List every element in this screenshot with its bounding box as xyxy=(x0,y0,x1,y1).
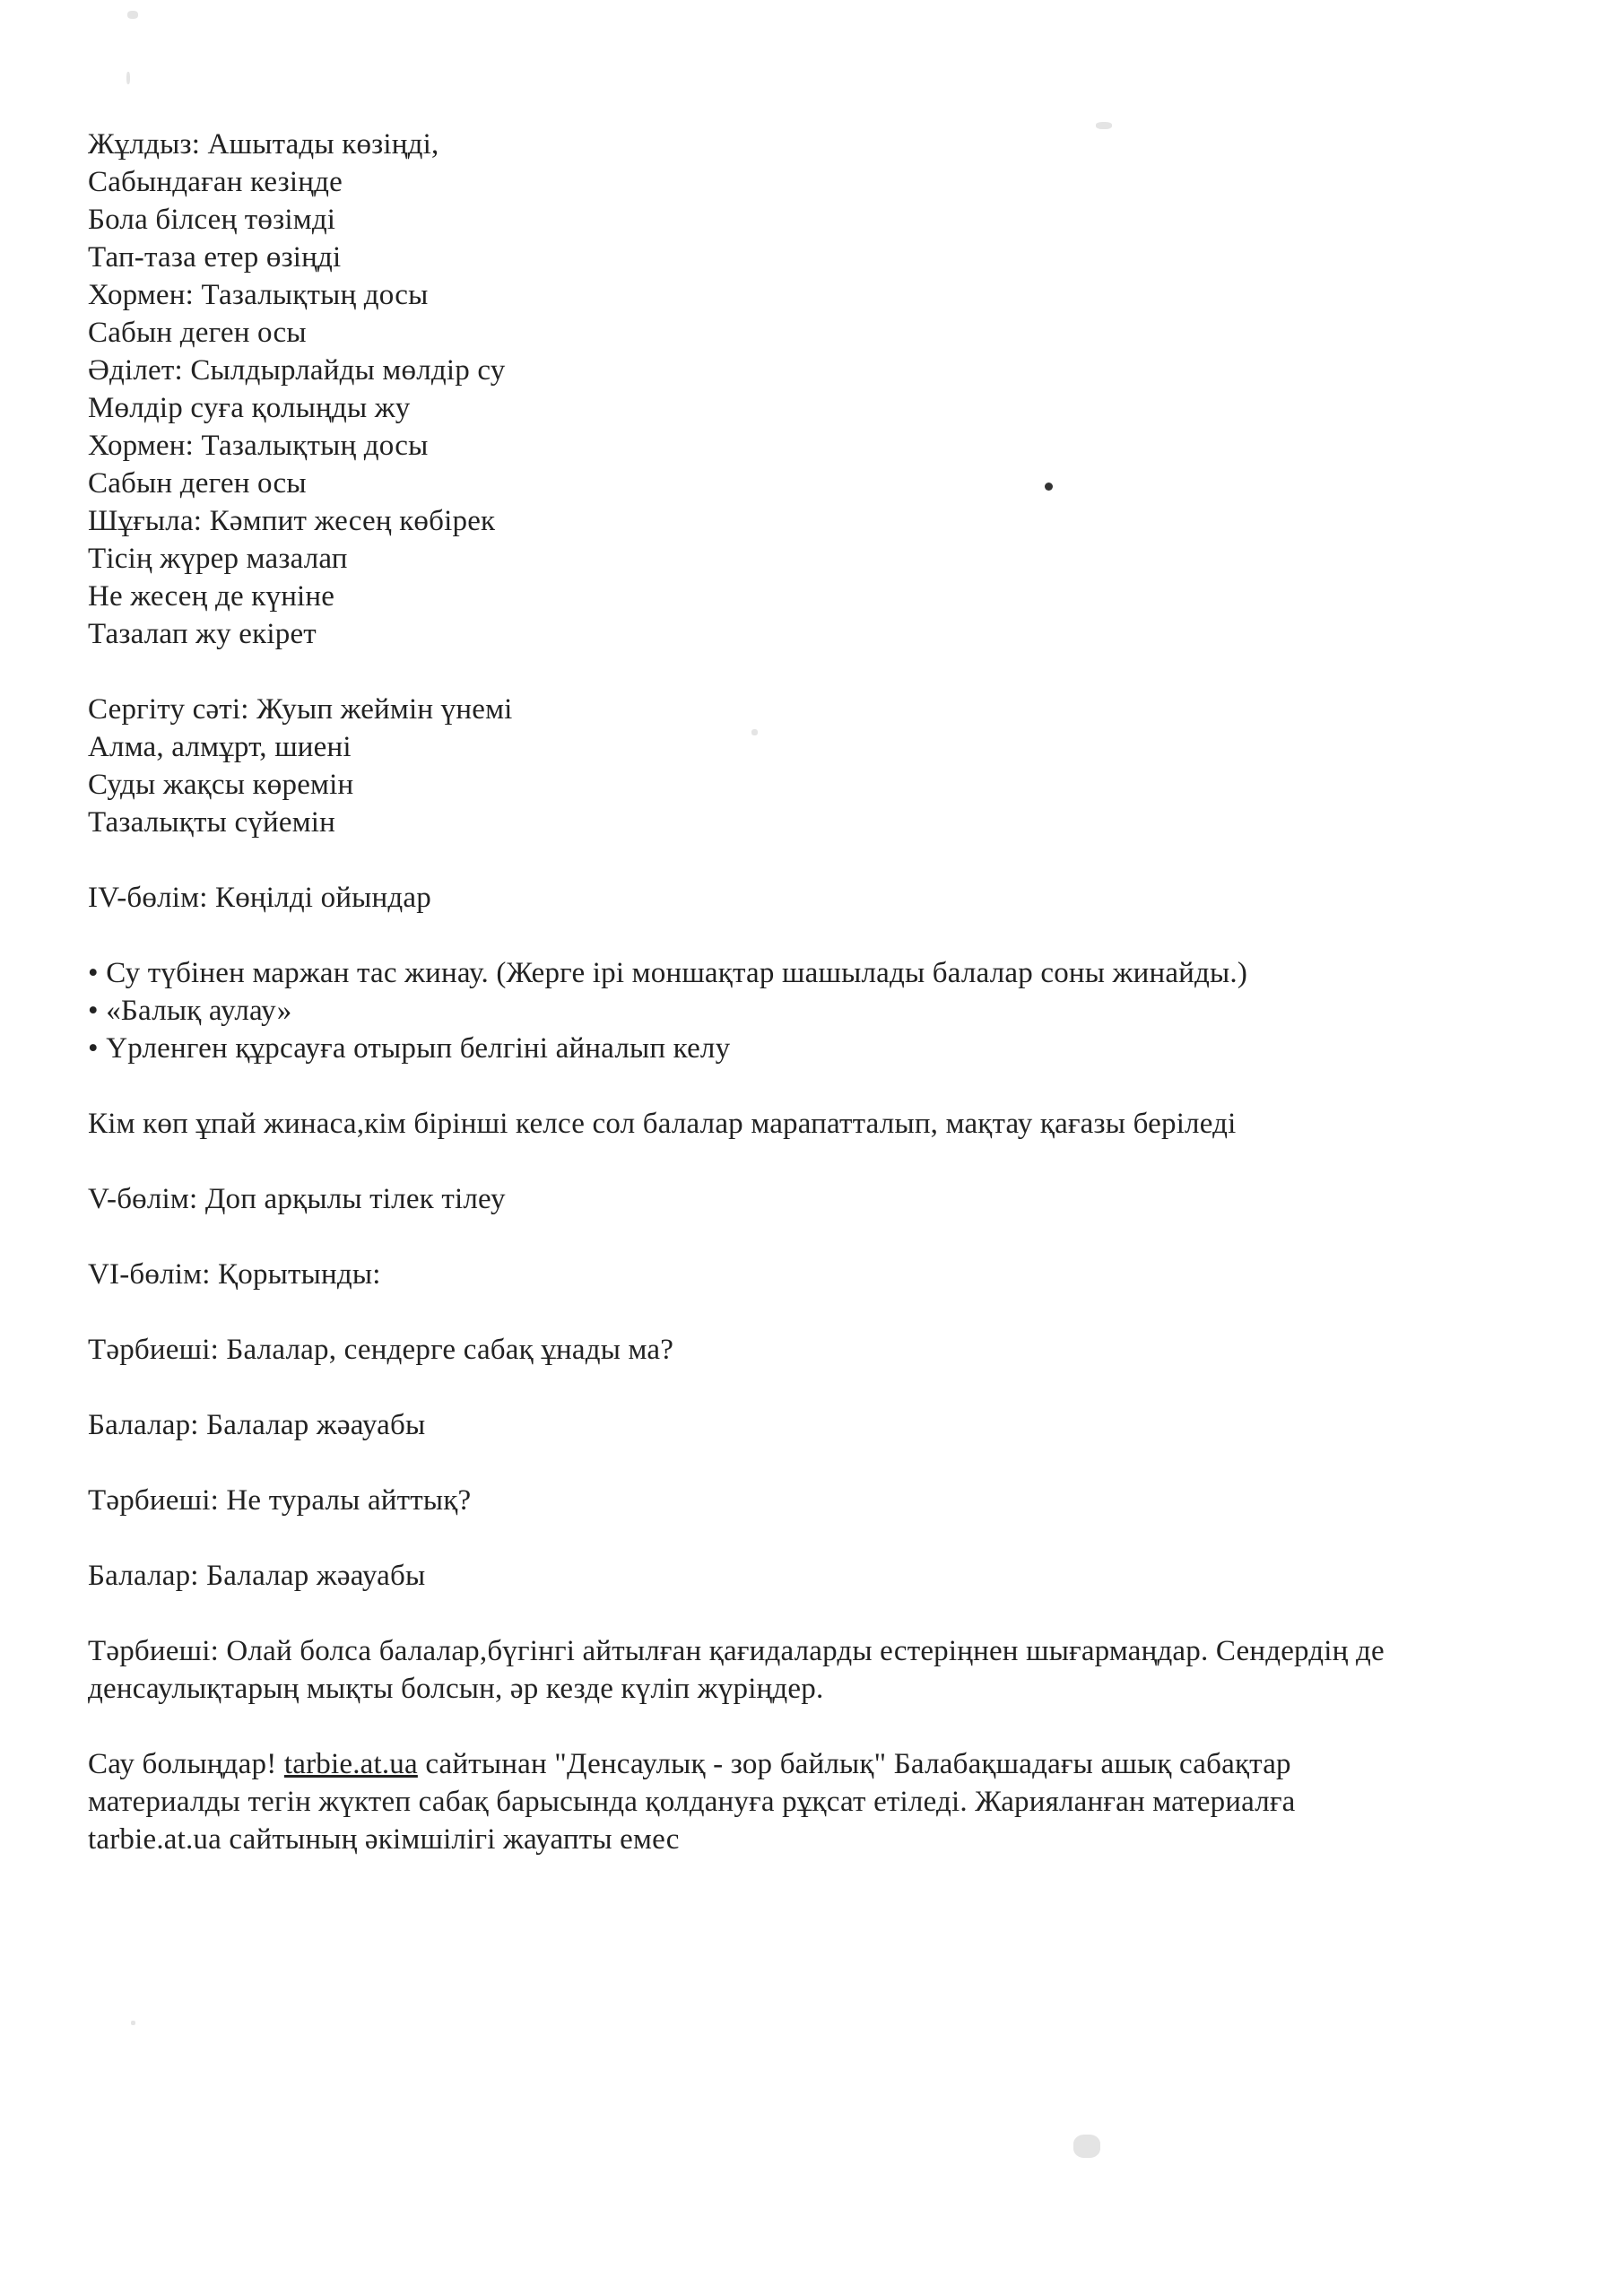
footer-line xyxy=(88,1745,1541,1783)
scan-speck xyxy=(1073,2135,1100,2158)
blank-line xyxy=(88,1143,1541,1180)
blank-line xyxy=(88,1444,1541,1482)
blank-line xyxy=(88,1369,1541,1406)
poem-line: Алма, алмұрт, шиені xyxy=(88,731,352,763)
bullet-item: • Үрленген құрсауға отырып белгіні айналып келу xyxy=(88,1032,731,1065)
poem-line: Не жесең де күніне xyxy=(88,580,335,613)
poem-line: Тісің жүрер мазалап xyxy=(88,543,348,575)
scan-speck xyxy=(131,2021,135,2025)
blank-line xyxy=(88,841,1541,879)
dialogue-line: Тәрбиеші: Олай болса балалар,бүгінгі айтылған қағидаларды естеріңнен шығармаңдар. Сендердің де xyxy=(88,1635,1385,1667)
dialogue-line: Балалар: Балалар жәауабы xyxy=(88,1409,426,1441)
poem-line: Сабын деген осы xyxy=(88,467,307,500)
dialogue-line: Балалар: Балалар жәауабы xyxy=(88,1560,426,1592)
poem-line: Тазалықты сүйемін xyxy=(88,806,336,839)
scan-speck xyxy=(126,72,130,84)
paragraph-line: Кім көп ұпай жинаса,кім бірінші келсе сол балалар марапатталып, мақтау қағазы беріледі xyxy=(88,1108,1237,1140)
poem-line: Шұғыла: Кәмпит жесең көбірек xyxy=(88,505,496,537)
poem-line: Әділет: Сылдырлайды мөлдір су xyxy=(88,354,506,387)
dialogue-line: Тәрбиеші: Не туралы айттық? xyxy=(88,1484,472,1517)
footer-text: сайтынан "Денсаулық - зор байлық" Балабақшадағы ашық сабақтар xyxy=(425,1748,1291,1780)
footer-line: tarbie.at.ua сайтының әкімшілігі жауапты емес xyxy=(88,1823,680,1856)
document-body xyxy=(88,126,1541,1858)
poem-line: Сабындаған кезіңде xyxy=(88,166,343,198)
blank-line xyxy=(88,1519,1541,1557)
dialogue-line: денсаулықтарың мықты болсын, әр кезде күліп жүріңдер. xyxy=(88,1673,824,1705)
poem-line: Жұлдыз: Ашытады көзіңді, xyxy=(88,128,439,161)
blank-line xyxy=(88,1067,1541,1105)
blank-line xyxy=(88,1293,1541,1331)
blank-line xyxy=(88,653,1541,691)
section-heading: IV-бөлім: Көңілді ойындар xyxy=(88,882,431,914)
poem-line: Мөлдір суға қолыңды жу xyxy=(88,392,411,424)
poem-line: Хормен: Тазалықтың досы xyxy=(88,279,429,311)
footer-line: материалды тегін жүктеп сабақ барысында қолдануға рұқсат етіледі. Жарияланған материалға xyxy=(88,1786,1296,1818)
poem-line: Сабын деген осы xyxy=(88,317,307,349)
poem-line: Бола білсең төзімді xyxy=(88,204,336,236)
blank-line xyxy=(88,1708,1541,1745)
poem-line: Сергіту сәті: Жуып жеймін үнемі xyxy=(88,693,513,726)
poem-line: Тазалап жу екірет xyxy=(88,618,317,650)
poem-line: Тап-таза етер өзіңді xyxy=(88,241,342,274)
scan-speck xyxy=(127,11,138,19)
section-heading: V-бөлім: Доп арқылы тілек тілеу xyxy=(88,1183,506,1215)
farewell-text: Сау болыңдар! xyxy=(88,1748,277,1780)
bullet-item: • «Балық аулау» xyxy=(88,995,292,1027)
site-link[interactable]: tarbie.at.ua xyxy=(283,1748,418,1780)
dialogue-line: Тәрбиеші: Балалар, сендерге сабақ ұнады ма? xyxy=(88,1334,674,1366)
blank-line xyxy=(88,1595,1541,1632)
blank-line xyxy=(88,1218,1541,1256)
poem-line: Суды жақсы көремін xyxy=(88,769,354,801)
poem-line: Хормен: Тазалықтың досы xyxy=(88,430,429,462)
section-heading: VI-бөлім: Қорытынды: xyxy=(88,1258,381,1291)
blank-line xyxy=(88,917,1541,954)
bullet-item: • Су түбінен маржан тас жинау. (Жерге ірі моншақтар шашылады балалар соны жинайды.) xyxy=(88,957,1248,989)
